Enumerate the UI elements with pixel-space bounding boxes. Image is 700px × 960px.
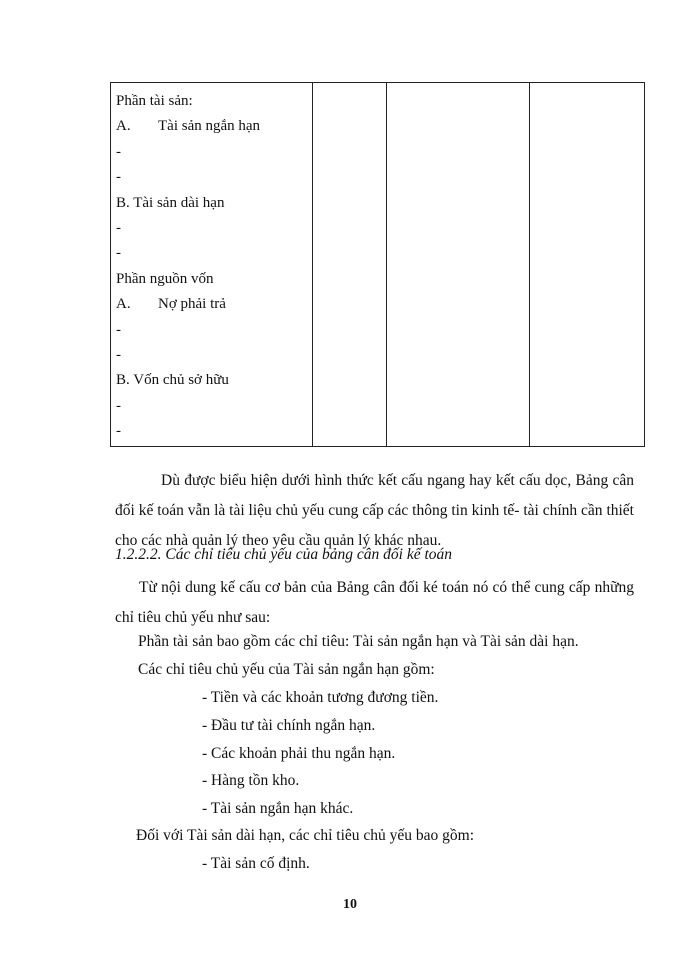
short-term-line: Các chỉ tiêu chủ yếu của Tài sản ngắn hạn gồm: [138,661,435,678]
list-item: - Tài sản cố định. [202,855,310,872]
table-line-text: - [116,245,121,262]
table-line [116,419,312,444]
table-cell-items [111,83,313,447]
table-line [116,165,312,190]
table-line-text: - [116,143,121,160]
table-line-text: - [116,397,121,414]
table-line [116,318,312,343]
long-term-line: Đối với Tài sản dài hạn, các chỉ tiêu chủ yếu bao gồm: [136,827,475,844]
table-cell-empty [313,83,387,447]
table-line [116,394,312,419]
assets-line: Phần tài sản bao gồm các chỉ tiêu: Tài sản ngắn hạn và Tài sản dài hạn. [138,633,579,650]
list-marker: A. [116,118,131,135]
list-item: - Hàng tồn kho. [202,772,300,790]
table-line [116,241,312,266]
table-line [116,114,312,139]
table-line-text: - [116,423,121,440]
section-heading: 1.2.2.2. Các chỉ tiêu chủ yếu của bảng cân đối kế toán [115,546,453,563]
table-line [116,140,312,165]
list-item: - Đầu tư tài chính ngắn hạn. [202,716,376,734]
table-row [111,83,645,447]
table-line-text: Nợ phải trả [158,296,226,313]
table-line-text: Phần nguồn vốn [116,270,214,287]
table-line-text: - [116,169,121,186]
table-line [116,368,312,393]
table-line-text: - [116,321,121,338]
table-cell-empty [387,83,530,447]
table-line [116,267,312,292]
table-line-text: B. Vốn chủ sở hữu [116,372,229,389]
table-line [116,89,312,114]
list-item: - Tiền và các khoản tương đương tiền. [202,689,439,706]
table-line-text: B. Tài sản dài hạn [116,194,225,211]
list-item: - Các khoản phải thu ngắn hạn. [202,744,396,762]
table-cell-empty [530,83,645,447]
list-marker: A. [116,296,131,313]
paragraph-indicators: Từ nội dung kế cấu cơ bản của Bảng cân đối ké toán nó có thể cung cấp những chỉ tiêu chủ yếu như sau: [115,579,634,626]
table-line-text: Phần tài sản: [116,93,193,109]
table-line-text: - [116,219,121,236]
table-line [116,216,312,241]
table-line-text: Tài sản ngắn hạn [158,118,261,135]
page-number: 10 [343,897,357,912]
paragraph-intro: Dù được biểu hiện dưới hình thức kết cấu ngang hay kết cấu dọc, Bảng cân đối kế toán vẫn là tài liệu chủ yếu cung cấp các thông tin kinh tế- tài chính cần thiết cho các nhà quản lý theo yêu cầu quản lý khác nhau. [115,472,634,549]
table-line [116,343,312,368]
table-line [116,292,312,317]
table-line-text: - [116,346,121,363]
balance-sheet-table [110,82,645,447]
list-item: - Tài sản ngắn hạn khác. [202,800,354,818]
table-line [116,191,312,216]
